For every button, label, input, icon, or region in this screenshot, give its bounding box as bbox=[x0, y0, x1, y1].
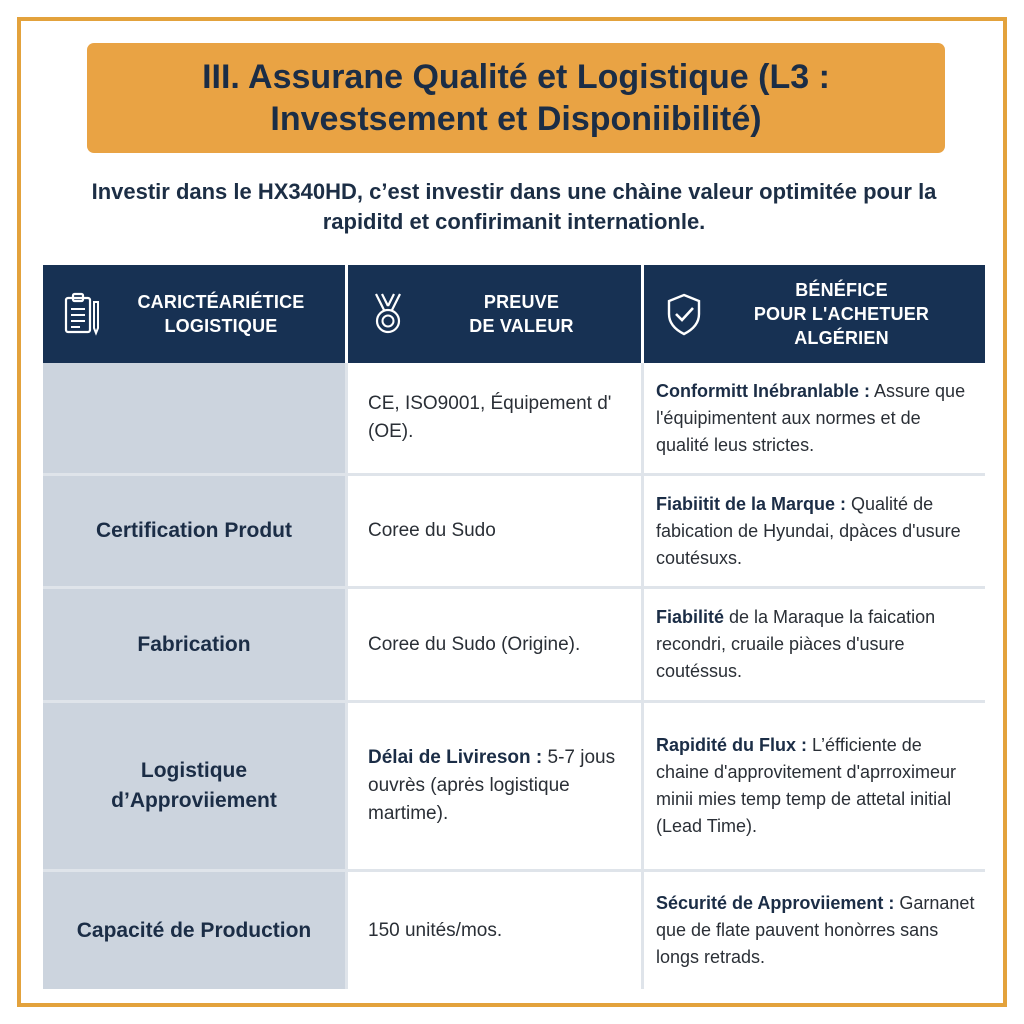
benefit-text: de la Maraque la faication recondri, cruaile piàces d'usure coutéssus. bbox=[656, 607, 936, 681]
proof-cell bbox=[348, 589, 641, 700]
characteristic-cell: Capacité de Production bbox=[43, 872, 345, 989]
benefit-text: Garnanet que de flate pauvent honòrres sans longs retrads. bbox=[656, 893, 975, 967]
table-header bbox=[43, 265, 985, 363]
table-row bbox=[43, 872, 985, 989]
benefit-bold: Fiabiitit de la Marque : bbox=[656, 493, 847, 514]
characteristic-cell: Fabrication bbox=[43, 589, 345, 700]
award-ribbon-icon bbox=[368, 290, 408, 338]
benefit-cell bbox=[644, 872, 985, 989]
benefit-text: L’éfficiente de chaine d'approvitement d'aprroximeur minii mies temp temp de attetal initial (Lead Time). bbox=[656, 735, 957, 836]
header-characteristic bbox=[43, 265, 345, 363]
logistics-table bbox=[43, 265, 985, 989]
table-row bbox=[43, 363, 985, 473]
column-divider bbox=[641, 363, 644, 989]
characteristic-cell: Certification Produt bbox=[43, 476, 345, 586]
benefit-cell bbox=[644, 703, 985, 869]
header-proof bbox=[348, 265, 641, 363]
benefit-bold: Rapidité du Flux : bbox=[656, 735, 807, 755]
header-characteristic-label: CARICTÉARIÉTICE LOGISTIQUE bbox=[137, 292, 305, 336]
benefit-text: Assure que l'équipimentent aux normes et de qualité leus strictes. bbox=[656, 380, 966, 455]
benefit-bold: Sécurité de Approviiement : bbox=[656, 893, 895, 913]
benefit-cell bbox=[644, 589, 985, 700]
intro-text: Investir dans le HX340HD, c’est investir dans une chàine valeur optimitée pour la rapiditd et confirimanit internationle. bbox=[91, 179, 937, 234]
proof-cell bbox=[348, 703, 641, 869]
characteristic-cell: Logistique d’Approviiement bbox=[43, 703, 345, 869]
column-divider bbox=[345, 363, 348, 989]
characteristic-cell bbox=[43, 363, 345, 473]
shield-check-icon bbox=[664, 290, 704, 338]
benefit-text: Qualité de fabication de Hyundai, dpàces d'usure coutésuxs. bbox=[656, 493, 961, 568]
table-row bbox=[43, 703, 985, 869]
table-row bbox=[43, 476, 985, 586]
header-benefit-label: BÉNÉFICE POUR L'ACHETUER ALGÉRIEN bbox=[753, 280, 930, 348]
header-benefit bbox=[644, 265, 985, 363]
page-frame bbox=[17, 17, 1007, 1007]
proof-cell bbox=[348, 872, 641, 989]
benefit-cell bbox=[644, 476, 985, 586]
proof-text: CE, ISO9001, Équipement d' (OE). bbox=[368, 393, 612, 442]
title-banner bbox=[87, 43, 945, 153]
benefit-bold: Fiabilité bbox=[656, 607, 725, 627]
benefit-cell bbox=[644, 363, 985, 473]
clipboard-pen-icon bbox=[63, 290, 103, 338]
page-title-line-2: Investsement et Disponiibilité) bbox=[270, 100, 762, 138]
proof-text: 5-7 jous ouvrès (aprės logistique martime). bbox=[368, 747, 616, 824]
header-proof-label: PREUVE DE VALEUR bbox=[469, 292, 574, 336]
proof-cell bbox=[348, 363, 641, 473]
proof-bold: Délai de Livireson : bbox=[368, 747, 543, 768]
proof-text: Coree du Sudo (Origine). bbox=[368, 633, 581, 655]
table-row bbox=[43, 589, 985, 700]
proof-text: Coree du Sudo bbox=[368, 520, 496, 541]
page-title-line-1: III. Assurane Qualité et Logistique (L3 : bbox=[202, 58, 830, 96]
proof-text: 150 unités/mos. bbox=[368, 919, 503, 941]
proof-cell bbox=[348, 476, 641, 586]
benefit-bold: Conformitt Inébranlable : bbox=[656, 380, 871, 401]
